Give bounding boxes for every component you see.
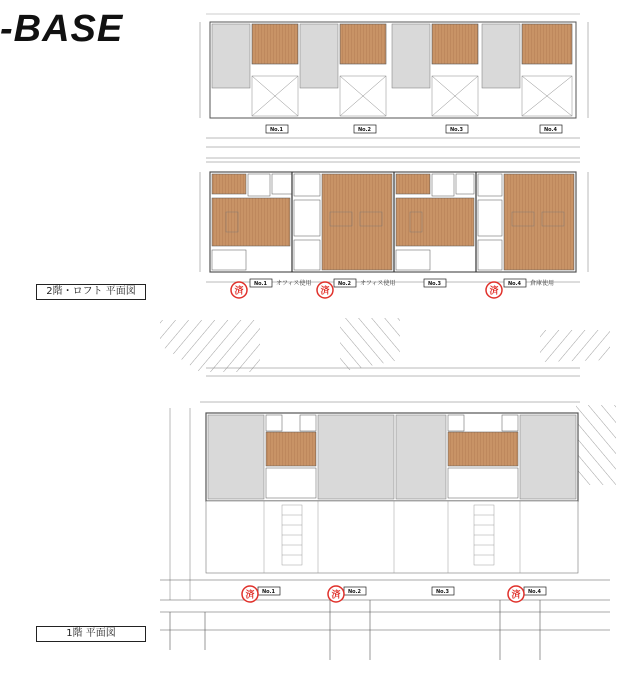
loft-tag-1: No.1 [270, 127, 283, 133]
floor2-tag-2: No.2 [338, 281, 351, 287]
floor2-note-2: オフィス使用 [360, 280, 396, 287]
loft-tag-3: No.3 [450, 127, 463, 133]
floor2-note-4: 倉庫使用 [530, 280, 555, 287]
loft-unit-tags [266, 125, 562, 133]
floor2-note-1: オフィス使用 [276, 280, 312, 287]
floor2-tag-3: No.3 [428, 281, 441, 287]
stamp-floor1-1 [242, 586, 258, 602]
svg-text:済: 済 [489, 286, 499, 297]
stamp-floor1-2 [328, 586, 344, 602]
floor1-tag-3: No.3 [436, 589, 449, 595]
lower-plan-caption: 1階 平面図 [36, 626, 146, 642]
floor1-tag-2: No.2 [348, 589, 361, 595]
floor2-tag-4: No.4 [508, 281, 521, 287]
svg-text:済: 済 [511, 590, 521, 601]
svg-text:済: 済 [331, 590, 341, 601]
brand-logo: -BASE [0, 8, 124, 50]
floor1-tag-4: No.4 [528, 589, 541, 595]
loft-tag-4: No.4 [544, 127, 557, 133]
floor1-tag-1: No.1 [262, 589, 275, 595]
stamp-floor2-2 [317, 282, 333, 298]
floor2-tag-1: No.1 [254, 281, 267, 287]
upper-plan-caption: 2階・ロフト 平面図 [36, 284, 146, 300]
first-floor-unit-tags [258, 587, 546, 595]
svg-text:済: 済 [234, 286, 244, 297]
second-floor-plan [200, 162, 588, 282]
second-floor-unit-tags [250, 279, 554, 287]
svg-text:済: 済 [245, 590, 255, 601]
stamp-floor2-1 [231, 282, 247, 298]
first-floor-plan [160, 318, 616, 660]
loft-plan [200, 14, 588, 158]
stamp-floor1-4 [508, 586, 524, 602]
floor1-stamps [242, 586, 524, 602]
stamp-floor2-4 [486, 282, 502, 298]
svg-text:済: 済 [320, 286, 330, 297]
loft-tag-2: No.2 [358, 127, 371, 133]
